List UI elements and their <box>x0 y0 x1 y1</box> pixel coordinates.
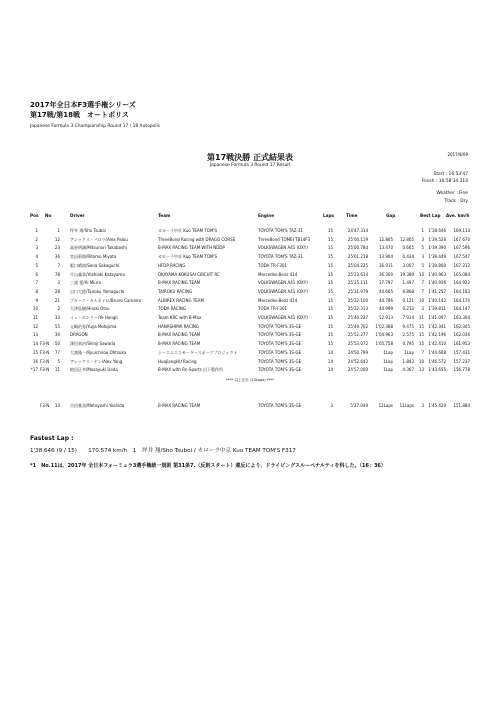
cell-gap: 44.786 <box>379 297 393 303</box>
cell-pos: 1 <box>35 228 38 233</box>
cell-driver: 大滝隆一/Ryuichirou Ohtsuka <box>70 349 127 355</box>
cell-cls: F3-N <box>40 341 50 347</box>
cell-best: 1'39.811 <box>428 306 446 312</box>
cell-ave: 151.884 <box>453 403 470 408</box>
table-row <box>0 324 500 333</box>
cell-time: 25'00.784 <box>347 245 368 251</box>
cell-gap2: 0.665 <box>402 245 414 251</box>
cell-team: HANASHIMA RACING <box>158 323 200 329</box>
cell-best: 1'39.528 <box>428 236 446 242</box>
cell-best: 1'40.142 <box>428 297 446 303</box>
cell-engine: TOYOTA TOM'S 3S-GE <box>258 341 302 347</box>
cell-blap: 7 <box>421 349 424 355</box>
cell-engine: TODA TR-F301 <box>258 262 288 268</box>
cell-blap: 7 <box>421 288 424 294</box>
col-ave-speed: Ave. km/h <box>446 213 470 218</box>
cell-best: 1'40.963 <box>428 271 446 277</box>
cell-engine: TOYOTA TOM'S 3S-GE <box>258 403 302 408</box>
cell-gap2: 1.843 <box>402 358 414 364</box>
cell-blap: 10 <box>418 271 424 277</box>
cell-team: ThreeBond Racing with DRAGO CORSE <box>158 236 236 242</box>
cell-gap: 44.665 <box>379 288 393 294</box>
table-row <box>0 254 500 263</box>
cell-pos: 14 <box>32 341 38 347</box>
cell-team: TAIROKU RACING <box>158 288 193 294</box>
col-team: Team <box>158 213 171 218</box>
cell-team: B-MAX with Rn-Sports 山下製作所 <box>158 367 223 373</box>
cell-gap: 13.904 <box>379 254 393 260</box>
cell-ave: 162.305 <box>453 323 470 329</box>
cell-pos: 11 <box>32 315 38 320</box>
cell-driver: 元嶋佑弥/Yuya Motojima <box>70 323 117 329</box>
cell-team: B-MAX RACING TEAM <box>158 341 201 347</box>
cell-pos: 2 <box>35 236 38 242</box>
fastest-lap-detail: 1'38.646 (9 / 15) 170.574 km/h 1 坪井 翔/Sho Tsuboi / カローラ中京 Kuo TEAM TOM'S F317 <box>30 448 296 454</box>
table-row <box>0 403 500 412</box>
cell-no: 23 <box>54 245 60 251</box>
cell-no: 77 <box>54 349 60 355</box>
cell-no: 7 <box>57 262 60 268</box>
cell-time: 25'32.313 <box>347 306 368 312</box>
cell-blap: 5 <box>421 262 424 268</box>
cell-best: 1'41.257 <box>428 288 446 294</box>
cell-best: 1'45.429 <box>428 403 446 408</box>
cell-gap: 12.805 <box>379 236 393 242</box>
cell-laps: 15 <box>327 262 333 268</box>
cell-blap: 3 <box>421 254 424 260</box>
cell-blap: 3 <box>421 236 424 242</box>
cell-team: HuaJiangHU Racing <box>158 358 197 364</box>
cell-no: 28 <box>54 288 60 294</box>
cell-team: HFDP RACING <box>158 262 186 268</box>
table-row <box>0 341 500 350</box>
cell-pos: 8 <box>35 288 38 294</box>
cell-best: 1'41.097 <box>428 315 446 320</box>
cell-time: 24'57.009 <box>347 367 368 373</box>
cell-gap: 37.797 <box>379 280 393 286</box>
cell-team: Team KRC with B-Max <box>158 315 202 320</box>
cell-blap: 15 <box>418 341 424 347</box>
cell-gap2: 2.575 <box>402 332 414 338</box>
series-title: 2017年全日本F3選手権シリーズ <box>30 101 136 109</box>
cell-team: B-MAX RACING TEAM <box>158 332 201 338</box>
cell-laps: 15 <box>327 245 333 251</box>
cell-time: 25'25.111 <box>347 280 368 286</box>
cell-time: 25'32.100 <box>347 297 368 303</box>
cell-blap: 15 <box>418 323 424 329</box>
cell-gap2: 0.121 <box>402 297 414 303</box>
table-row <box>0 289 500 298</box>
cell-driver: 宮田莉朋/Ritomo Miyata <box>70 254 117 260</box>
cell-gap: 12Laps <box>378 403 393 408</box>
cell-engine: TOYOTA TOM'S 3S-GE <box>258 332 302 338</box>
cell-best: 1'43.655 <box>428 367 446 373</box>
cell-ave: 163.304 <box>453 315 470 320</box>
cell-driver: 阪口晴南/Sena Sakaguchi <box>70 262 120 268</box>
cell-no: 33 <box>54 315 60 320</box>
cell-team: B-MAX RACING TEAM <box>158 280 201 286</box>
cell-gap2: 9.475 <box>402 323 414 329</box>
cell-time: 25'04.225 <box>347 262 368 268</box>
cell-time: 24'52.642 <box>347 358 368 364</box>
result-subtitle: Japanese Formula 3 Round 17 Result <box>209 163 291 168</box>
cell-engine: TOYOTA TOM'S 3S-GE <box>258 358 302 364</box>
cell-driver: 高星明誠/Mitsunori Takaboshi <box>70 245 127 251</box>
cell-no: 12 <box>54 236 60 242</box>
table-row <box>0 280 500 289</box>
cell-gap: 36.300 <box>379 271 393 277</box>
cell-no: 11 <box>54 367 60 373</box>
finishers-separator: **** 以上完走 (13Laps) **** <box>226 378 274 382</box>
cell-driver: 植田正幸/Masayuki Ueda <box>70 367 118 373</box>
cell-blap: 13 <box>418 367 424 373</box>
cell-gap: 16.911 <box>379 262 393 268</box>
cell-no: 1 <box>57 228 60 233</box>
cell-gap: 1Lap <box>383 367 393 373</box>
cell-pos: 7 <box>35 280 38 286</box>
cell-blap: 5 <box>421 245 424 251</box>
cell-driver: アレックス・ヤン/Alex Yang <box>70 358 123 364</box>
cell-best: 1'39.390 <box>428 245 446 251</box>
cell-driver: 吉田基良/Motoyoshi Yoshida <box>70 403 125 408</box>
col-no: No <box>45 213 52 218</box>
cell-pos: 10 <box>32 306 38 312</box>
cell-ave: 165.084 <box>453 271 470 277</box>
event-subtitle: Japanese Formula 3 Championship Round 17 / 18 Autopolis <box>30 124 160 129</box>
cell-laps: 15 <box>327 280 333 286</box>
cell-gap: 1'04.963 <box>375 332 393 338</box>
event-title: 第17戦/第18戦 オートポリス <box>30 111 129 119</box>
cell-ave: 164.147 <box>453 306 470 312</box>
cell-ave: 167.670 <box>453 236 470 242</box>
cell-gap: 1'02.388 <box>375 323 393 329</box>
cell-time: 24'50.799 <box>347 349 368 355</box>
cell-pos: 12 <box>32 323 38 329</box>
cell-gap2: 1.497 <box>402 280 414 286</box>
document-date: 2017/9/09 <box>447 152 468 157</box>
cell-no: 55 <box>54 323 60 329</box>
cell-engine: VOLKSWAGEN A41 (OXY) <box>258 315 308 320</box>
cell-best: 1'42.196 <box>428 332 446 338</box>
cell-driver: アレックス・パロウ/Alex Palou <box>70 236 128 242</box>
cell-best: 1'38.646 <box>428 228 446 233</box>
cell-engine: Mercedes-Benz 414 <box>258 271 298 277</box>
cell-laps: 15 <box>327 332 333 338</box>
cell-ave: 157.431 <box>453 349 470 355</box>
cell-driver: 山口大陸/Tairoku Yamaguchi <box>70 288 125 294</box>
cell-ave: 167.547 <box>453 254 470 260</box>
cell-engine: Mercedes-Benz 414 <box>258 297 298 303</box>
cell-gap: 1Lap <box>383 358 393 364</box>
cell-engine: VOLKSWAGEN A41 (OXY) <box>258 245 308 251</box>
cell-best: 1'40.936 <box>428 280 446 286</box>
cell-blap: 7 <box>421 280 424 286</box>
cell-ave: 164.922 <box>453 280 470 286</box>
cell-gap: 13.470 <box>379 245 393 251</box>
cell-team: カローラ中京 Kuo TEAM TOM'S <box>158 228 218 233</box>
cell-team: B-MAX RACING TEAM <box>158 403 201 408</box>
cell-ave: 164.183 <box>453 288 470 294</box>
cell-team: シーエムエスモータースポーツプロジェクト <box>158 349 238 355</box>
cell-ave: 167.212 <box>453 262 470 268</box>
cell-laps: 15 <box>327 341 333 347</box>
cell-time: 25'52.277 <box>347 332 368 338</box>
cell-best: 1'46.572 <box>428 358 446 364</box>
cell-driver: 片山義章/Yoshiaki Katayama <box>70 271 125 277</box>
cell-gap2: 0.795 <box>402 341 414 347</box>
cell-engine: TOYOTA TOM'S 3S-GE <box>258 367 302 373</box>
col-driver: Driver <box>70 213 85 218</box>
cell-team: カローラ中京 Kuo TEAM TOM'S <box>158 254 218 260</box>
start-time: Start : 16:53'47 <box>433 172 468 177</box>
cell-driver: ブルーノ・カルネイロ/Bruno Carneiro <box>70 297 142 303</box>
cell-blap: 15 <box>418 332 424 338</box>
cell-pos: *17 <box>30 367 38 373</box>
cell-team: OKAYAMA KOKUSAI CIRCUIT RC <box>158 271 220 277</box>
cell-gap2: 0.213 <box>402 306 414 312</box>
cell-pos: 4 <box>35 254 38 260</box>
cell-pos: 13 <box>32 332 38 338</box>
cell-gap2: 6.868 <box>402 288 414 294</box>
cell-best: 1'42.410 <box>428 341 446 347</box>
col-best-lap: Best Lap <box>420 213 441 218</box>
col-laps: Laps <box>323 213 334 218</box>
cell-pos: 9 <box>35 297 38 303</box>
cell-gap: 52.913 <box>379 315 393 320</box>
cell-time: 24'47.314 <box>347 228 368 233</box>
cell-engine: TOYOTA TOM'S 3S-GE <box>258 323 302 329</box>
cell-ave: 162.036 <box>453 332 470 338</box>
cell-time: 5'27.049 <box>350 403 368 408</box>
fastest-lap-label: Fastest Lap : <box>30 435 74 442</box>
cell-laps: 15 <box>327 297 333 303</box>
cell-blap: 1 <box>421 228 424 233</box>
table-row <box>0 263 500 272</box>
cell-driver: イェ・ホンリー/Ye Hongli <box>70 315 118 320</box>
cell-time: 25'31.979 <box>347 288 368 294</box>
result-title: 第17戦決勝 正式結果表 <box>207 153 293 162</box>
cell-gap2: 7.914 <box>402 315 414 320</box>
cell-engine: VOLKSWAGEN A41 (OXY) <box>258 280 308 286</box>
cell-laps: 15 <box>327 228 333 233</box>
cell-driver: 坪井 翔/Sho Tsuboi <box>70 228 106 233</box>
cell-driver: 澤田真治/Shinji Sawada <box>70 341 116 347</box>
cell-no: 2 <box>57 306 60 312</box>
cell-gap2: 0.434 <box>402 254 414 260</box>
cell-time: 25'49.702 <box>347 323 368 329</box>
cell-laps: 14 <box>327 367 333 373</box>
cell-pos: 5 <box>35 262 38 268</box>
cell-best: 1'39.449 <box>428 254 446 260</box>
cell-laps: 15 <box>327 271 333 277</box>
cell-team: ALBIREX RACING TEAM <box>158 297 204 303</box>
cell-best: 1'42.341 <box>428 323 446 329</box>
finish-time: Finish : 16:58'34.314 <box>422 179 468 184</box>
cell-ave: 164.170 <box>453 297 470 303</box>
table-row <box>0 367 500 376</box>
cell-ave: 169.113 <box>453 228 470 233</box>
cell-driver: 大津弘樹/Hiroki Otsu <box>70 306 110 312</box>
cell-engine: TOYOTA TOM'S TAZ-31 <box>258 254 303 260</box>
cell-gap2: 1Lap <box>404 349 414 355</box>
cell-engine: VOLKSWAGEN A41 (OXY) <box>258 288 308 294</box>
cell-cls: F3-N <box>40 403 50 408</box>
cell-team: TODA RACING <box>158 306 186 312</box>
cell-laps: 15 <box>327 254 333 260</box>
cell-time: 25'53.072 <box>347 341 368 347</box>
cell-cls: F3-N <box>40 367 50 373</box>
cell-pos: 16 <box>32 358 38 364</box>
cell-ave: 167.596 <box>453 245 470 251</box>
cell-laps: 15 <box>327 236 333 242</box>
cell-no: 3 <box>57 280 60 286</box>
cell-gap2: 12.805 <box>400 236 414 242</box>
col-gap: Gap <box>386 213 396 218</box>
cell-no: 30 <box>54 332 60 338</box>
track-condition: Track : Dry <box>444 199 468 204</box>
cell-no: 36 <box>54 254 60 260</box>
table-row <box>0 228 500 237</box>
cell-laps: 3 <box>330 403 333 408</box>
cell-time: 25'40.227 <box>347 315 368 320</box>
cell-best: 1'44.668 <box>428 349 446 355</box>
weather: Weather : Fine <box>436 191 468 196</box>
cell-blap: 3 <box>421 306 424 312</box>
cell-blap: 11 <box>418 315 424 320</box>
cell-gap2: 19.389 <box>400 271 414 277</box>
cell-blap: 10 <box>418 358 424 364</box>
cell-laps: 14 <box>327 358 333 364</box>
cell-no: 13 <box>54 403 60 408</box>
cell-laps: 15 <box>327 288 333 294</box>
cell-gap2: 4.367 <box>402 367 414 373</box>
cell-no: 5 <box>57 358 60 364</box>
cell-ave: 157.237 <box>453 358 470 364</box>
cell-blap: 3 <box>421 403 424 408</box>
cell-pos: 15 <box>32 349 38 355</box>
cell-no: 78 <box>54 271 60 277</box>
cell-best: 1'39.800 <box>428 262 446 268</box>
cell-driver: 三浦 愛/Ai Miura <box>70 280 101 286</box>
cell-ave: 161.953 <box>453 341 470 347</box>
cell-gap: 1'05.758 <box>375 341 393 347</box>
cell-gap2: 3.007 <box>402 262 414 268</box>
table-row <box>0 306 500 315</box>
cell-laps: 14 <box>327 349 333 355</box>
cell-no: 50 <box>54 341 60 347</box>
cell-gap: 1Lap <box>383 349 393 355</box>
col-pos: Pos <box>30 213 39 218</box>
cell-time: 25'01.218 <box>347 254 368 260</box>
cell-engine: ThreeBond TOMEI TB14F3 <box>258 236 311 242</box>
cell-team: B-MAX RACING TEAM WITH NDDP <box>158 245 225 251</box>
cell-laps: 15 <box>327 315 333 320</box>
cell-pos: 3 <box>35 245 38 251</box>
col-time: Time <box>346 213 358 218</box>
cell-gap: 44.999 <box>379 306 393 312</box>
table-row <box>0 315 500 324</box>
cell-cls: F3-N <box>40 349 50 355</box>
cell-laps: 15 <box>327 323 333 329</box>
cell-time: 25'00.119 <box>347 236 368 242</box>
cell-blap: 10 <box>418 297 424 303</box>
penalty-note: *1 No.11は、2017年 全日本フォーミュラ3選手権統一規則 第31条7.（反則スタート）違反により、ドライビングスルーペナルティを科した。（16：36） <box>30 463 386 469</box>
cell-gap2: 11Laps <box>399 403 414 408</box>
col-engine: Engine <box>258 213 275 218</box>
cell-ave: 156.778 <box>453 367 470 373</box>
cell-cls: F3-N <box>40 358 50 364</box>
cell-engine: TOYOTA TOM'S 3S-GE <box>258 349 302 355</box>
cell-time: 25'23.614 <box>347 271 368 277</box>
cell-engine: TODA TR-F301 <box>258 306 288 312</box>
cell-driver: DRAGON <box>70 332 88 338</box>
cell-laps: 15 <box>327 306 333 312</box>
cell-no: 21 <box>54 297 60 303</box>
cell-engine: TOYOTA TOM'S TAZ-31 <box>258 228 303 233</box>
cell-pos: 6 <box>35 271 38 277</box>
table-row <box>0 350 500 359</box>
